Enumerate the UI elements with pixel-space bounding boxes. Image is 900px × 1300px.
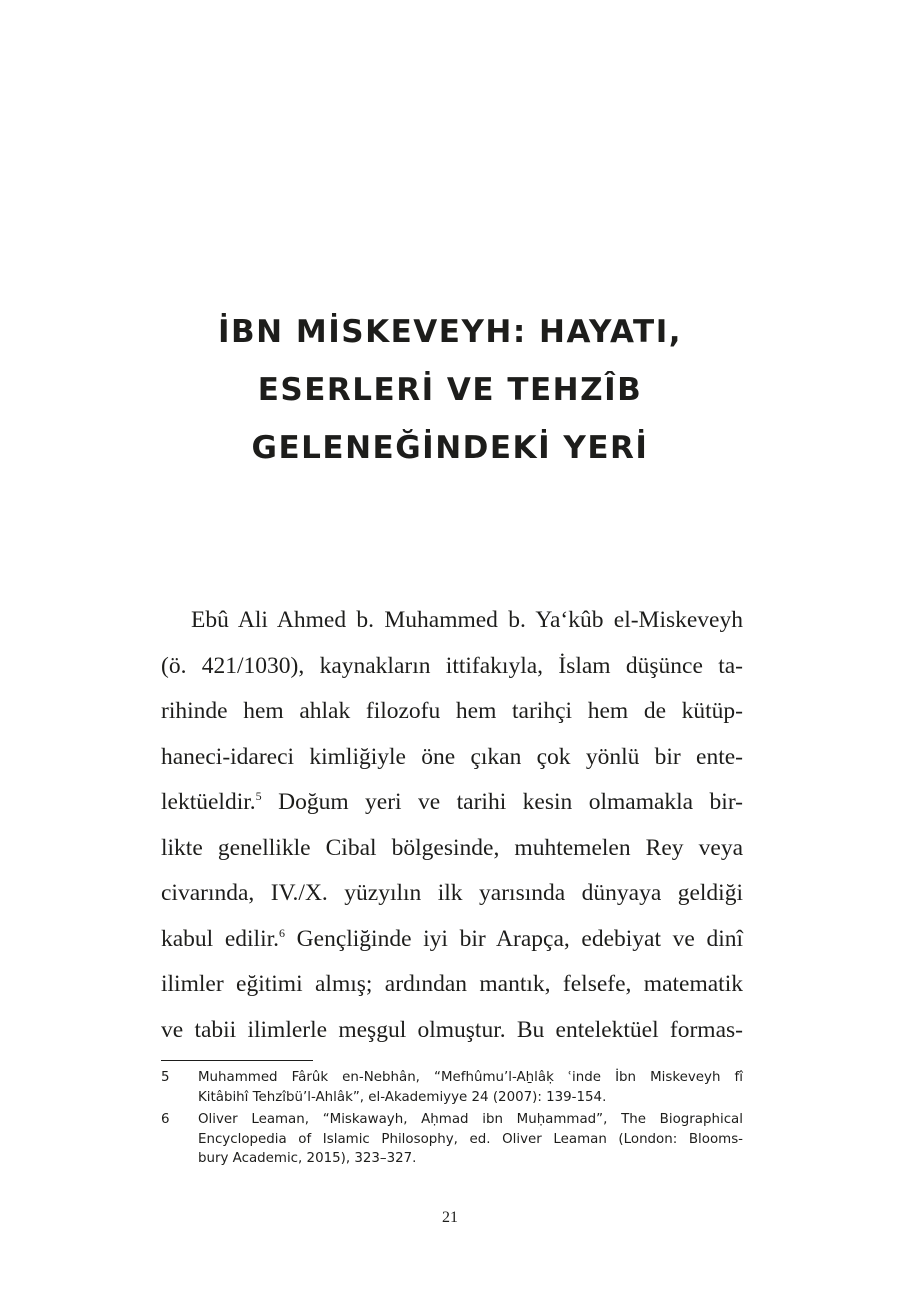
body-line: rihinde hem ahlak filozofu hem tarihçi hem de kütüp- <box>161 698 743 724</box>
body-line: ilimler eğitimi almış; ardından mantık, felsefe, matematik <box>161 971 743 997</box>
chapter-title-line: GELENEĞİNDEKİ YERİ <box>251 430 649 466</box>
footnote-line: Muhammed Fârûk en-Nebhân, “Mefhûmu’l-Aẖlâḳ ʿinde İbn Miskeveyh fî <box>198 1070 743 1085</box>
footnote-5 <box>161 1068 743 1107</box>
body-line: likte genellikle Cibal bölgesinde, muhtemelen Rey veya <box>161 834 743 861</box>
body-paragraph <box>161 598 743 1053</box>
body-line <box>161 917 743 963</box>
body-line <box>161 780 743 826</box>
footnote-ref-5[interactable]: 5 <box>255 789 262 803</box>
chapter-title-line: İBN MİSKEVEYH: HAYATI, <box>217 314 683 350</box>
body-line: ve tabii ilimlerle meşgul olmuştur. Bu entelektüel formas- <box>161 1016 743 1043</box>
footnotes <box>161 1068 743 1172</box>
body-text-segment: kabul edilir. <box>161 925 280 952</box>
footnote-line: Oliver Leaman, “Miskawayh, Aḥmad ibn Muḥammad”, The Biographical <box>198 1112 743 1127</box>
body-line: civarında, IV./X. yüzyılın ilk yarısında dünyaya geldiği <box>161 880 743 906</box>
chapter-title-line: ESERLERİ VE TEHZÎB <box>257 372 643 408</box>
footnote-line: bury Academic, 2015), 323–327. <box>198 1151 417 1166</box>
body-line: haneci-idareci kimliğiyle öne çıkan çok yönlü bir ente- <box>161 743 743 770</box>
footnote-6 <box>161 1110 743 1169</box>
body-text-segment: Gençliğinde iyi bir Arapça, edebiyat ve dinî <box>296 925 743 952</box>
footnote-number: 6 <box>161 1112 170 1127</box>
footnote-text <box>198 1068 743 1107</box>
body-text-segment: lektüeldir. <box>161 789 256 815</box>
footnote-number: 5 <box>161 1070 170 1085</box>
page-number: 21 <box>442 1209 458 1226</box>
body-text-segment: Doğum yeri ve tarihi kesin olmamakla bir- <box>278 789 744 815</box>
chapter-title <box>0 303 900 477</box>
footnote-line: Encyclopedia of Islamic Philosophy, ed. Oliver Leaman (London: Blooms- <box>198 1131 743 1147</box>
body-line: (ö. 421/1030), kaynakların ittifakıyla, İslam düşünce ta- <box>161 652 743 679</box>
footnote-text <box>198 1110 743 1169</box>
footnote-line: Kitâbihî Tehzîbü’l-Ahlâk”, el-Akademiyye 24 (2007): 139-154. <box>198 1089 607 1105</box>
footnote-ref-6[interactable]: 6 <box>279 925 286 940</box>
footnote-divider <box>161 1060 313 1061</box>
body-line: Ebû Ali Ahmed b. Muhammed b. Ya‘kûb el-Miskeveyh <box>191 607 743 633</box>
